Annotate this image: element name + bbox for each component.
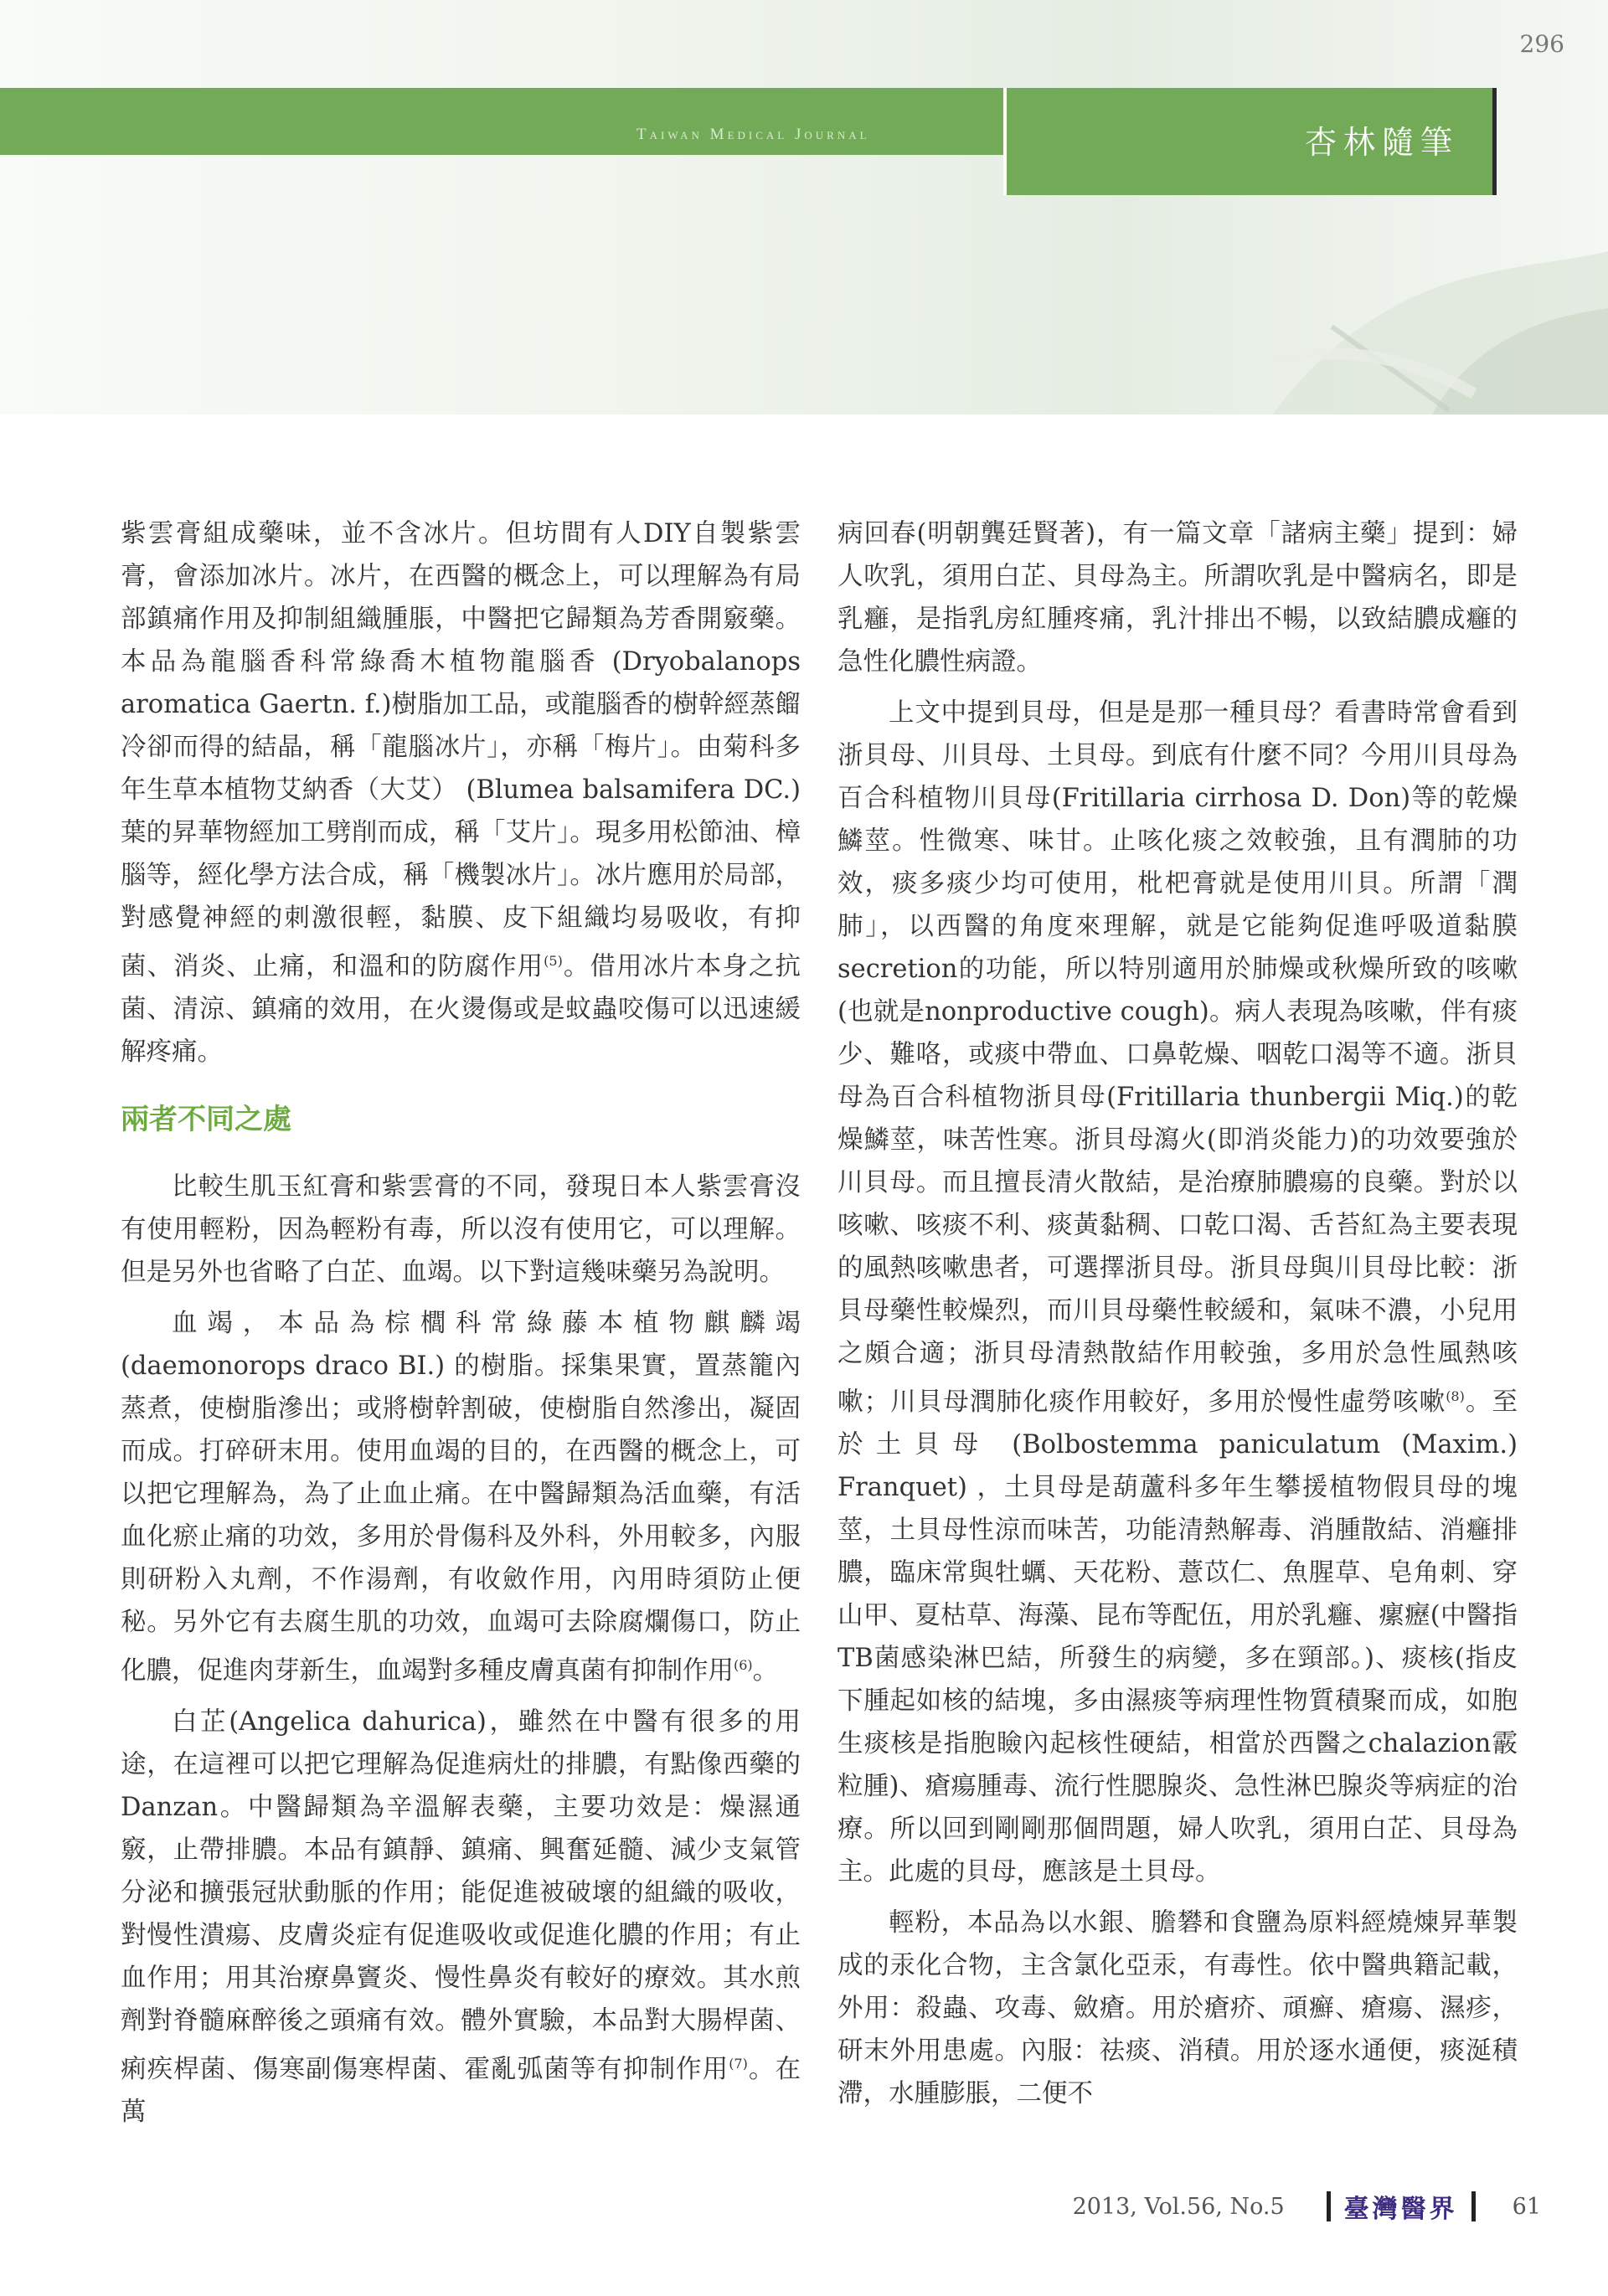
header-green-bar (0, 88, 1003, 155)
paragraph: 血竭，本品為棕櫚科常綠藤本植物麒麟竭 (daemonorops draco BI.) 的樹脂。採集果實，置蒸籠內蒸煮，使樹脂滲出；或將樹幹割破，使樹脂自然滲出，凝固而成。打碎研末用。使用血竭的目的，在西醫的概念上，可以把它理解為，為了止血止痛。在中醫歸類為活血藥，有活血化瘀止痛的功效，多用於骨傷科及外科，外用較多，內服則研粉入丸劑，不作湯劑，有收斂作用，內用時須防止便秘。另外它有去腐生肌的功效，血竭可去除腐爛傷口，防止化膿，促進肉芽新生，血竭對多種皮膚真菌有抑制作用$^{(6)}$。 (121, 1309, 801, 1686)
left-column (121, 512, 801, 2134)
section-title: 杏林隨筆 (1304, 124, 1459, 161)
footer-divider (1471, 2191, 1476, 2221)
paragraph: 比較生肌玉紅膏和紫雲膏的不同，發現日本人紫雲膏沒有使用輕粉，因為輕粉有毒，所以沒有使用它，可以理解。但是另外也省略了白芷、血竭。以下對這幾味藥另為說明。 (121, 1172, 801, 1288)
volume-info: 2013, Vol.56, No.5 (1072, 2193, 1285, 2220)
citation-ref: (6) (734, 1657, 753, 1674)
paragraph: 病回春(明朝龔廷賢著)，有一篇文章「諸病主藥」提到：婦人吹乳，須用白芷、貝母為主。所謂吹乳是中醫病名，即是乳癰，是指乳房紅腫疼痛，乳汁排出不暢，以致結膿成癰的急性化膿性病證。 (838, 519, 1518, 677)
paragraph: 輕粉，本品為以水銀、膽礬和食鹽為原料經燒煉昇華製成的汞化合物，主含氯化亞汞，有毒性。依中醫典籍記載，外用：殺蟲、攻毒、斂瘡。用於瘡疥、頑癬、瘡瘍、濕疹，研末外用患處。內服：祛痰、消積。用於逐水通便，痰涎積滯，水腫膨脹，二便不 (838, 1908, 1518, 2109)
page-number: 61 (1512, 2193, 1541, 2220)
paragraph: 白芷(Angelica dahurica)，雖然在中醫有很多的用途，在這裡可以把它理解為促進病灶的排膿，有點像西藥的Danzan。中醫歸類為辛溫解表藥，主要功效是：燥濕通竅，止帶排膿。本品有鎮靜、鎮痛、興奮延髓、減少支氣管分泌和擴張冠狀動脈的作用；能促進被破壞的組織的吸收，對慢性潰瘍、皮膚炎症有促進吸收或促進化膿的作用；有止血作用；用其治療鼻竇炎、慢性鼻炎有較好的療效。其水煎劑對脊髓麻醉後之頭痛有效。體外實驗，本品對大腸桿菌、痢疾桿菌、傷寒副傷寒桿菌、霍亂弧菌等有抑制作用$^{(7)}$。在萬 (121, 1707, 801, 2128)
paragraph: 紫雲膏組成藥味，並不含冰片。但坊間有人DIY自製紫雲膏，會添加冰片。冰片，在西醫的概念上，可以理解為有局部鎮痛作用及抑制組織腫脹，中醫把它歸類為芳香開竅藥。本品為龍腦香科常綠喬木植物龍腦香 (Dryobalanops aromatica Gaertn. f.)樹脂加工品，或龍腦香的樹幹經蒸餾冷卻而得的結晶，稱「龍腦冰片」，亦稱「梅片」。由菊科多年生草本植物艾納香（大艾） (Blumea balsamifera DC.)葉的昇華物經加工劈削而成，稱「艾片」。現多用松節油、樟腦等，經化學方法合成，稱「機製冰片」。冰片應用於局部，對感覺神經的刺激很輕，黏膜、皮下組織均易吸收，有抑菌、消炎、止痛，和溫和的防腐作用$^{(5)}$。借用冰片本身之抗菌、清涼、鎮痛的效用，在火燙傷或是蚊蟲咬傷可以迅速緩解疼痛。 (121, 519, 801, 1068)
citation-ref: (7) (729, 2056, 748, 2072)
citation-ref: (8) (1446, 1388, 1465, 1404)
page-footer (1073, 2185, 1541, 2227)
section-heading: 兩者不同之處 (121, 1103, 291, 1137)
section-title-box (1003, 88, 1497, 195)
journal-brand: 臺灣醫界 (1343, 2195, 1458, 2224)
header-band (0, 0, 1608, 414)
journal-name: Taiwan Medical Journal (636, 126, 870, 143)
citation-ref: (5) (544, 953, 563, 969)
paragraph: 上文中提到貝母，但是是那一種貝母？看書時常會看到浙貝母、川貝母、土貝母。到底有什麼不同？今用川貝母為百合科植物川貝母(Fritillaria cirrhosa D. Don)等的乾燥鱗莖。性微寒、味甘。止咳化痰之效較強，且有潤肺的功效，痰多痰少均可使用，枇杷膏就是使用川貝。所謂「潤肺」，以西醫的角度來理解，就是它能夠促進呼吸道黏膜secretion的功能，所以特別適用於肺燥或秋燥所致的咳嗽(也就是nonproductive cough)。病人表現為咳嗽，伴有痰少、難咯，或痰中帶血、口鼻乾燥、咽乾口渴等不適。浙貝母為百合科植物浙貝母(Fritillaria thunbergii Miq.)的乾燥鱗莖，味苦性寒。浙貝母瀉火(即消炎能力)的功效要強於川貝母。而且擅長清火散結，是治療肺膿瘍的良藥。對於以咳嗽、咳痰不利、痰黃黏稠、口乾口渴、舌苔紅為主要表現的風熱咳嗽患者，可選擇浙貝母。浙貝母與川貝母比較：浙貝母藥性較燥烈，而川貝母藥性較緩和，氣味不濃，小兒用之頗合適；浙貝母清熱散結作用較強，多用於急性風熱咳嗽；川貝母潤肺化痰作用較好，多用於慢性虛勞咳嗽$^{(8)}$。至於土貝母 (Bolbostemma paniculatum (Maxim.) Franquet) ，土貝母是葫蘆科多年生攀援植物假貝母的塊莖，土貝母性涼而味苦，功能清熱解毒、消腫散結、消癰排膿，臨床常與牡蠣、天花粉、薏苡仁、魚腥草、皂角刺、穿山甲、夏枯草、海藻、昆布等配伍，用於乳癰、瘰癧(中醫指TB菌感染淋巴結，所發生的病變，多在頸部。)、痰核(指皮下腫起如核的結塊，多由濕痰等病理性物質積聚而成，如胞生痰核是指胞瞼內起核性硬結，相當於西醫之chalazion霰粒腫)、瘡瘍腫毒、流行性腮腺炎、急性淋巴腺炎等病症的治療。所以回到剛剛那個問題，婦人吹乳，須用白芷、貝母為主。此處的貝母，應該是土貝母。 (838, 698, 1518, 1887)
footer-divider (1327, 2191, 1331, 2221)
page-number-top: 296 (1519, 30, 1564, 58)
right-column (838, 512, 1518, 2115)
